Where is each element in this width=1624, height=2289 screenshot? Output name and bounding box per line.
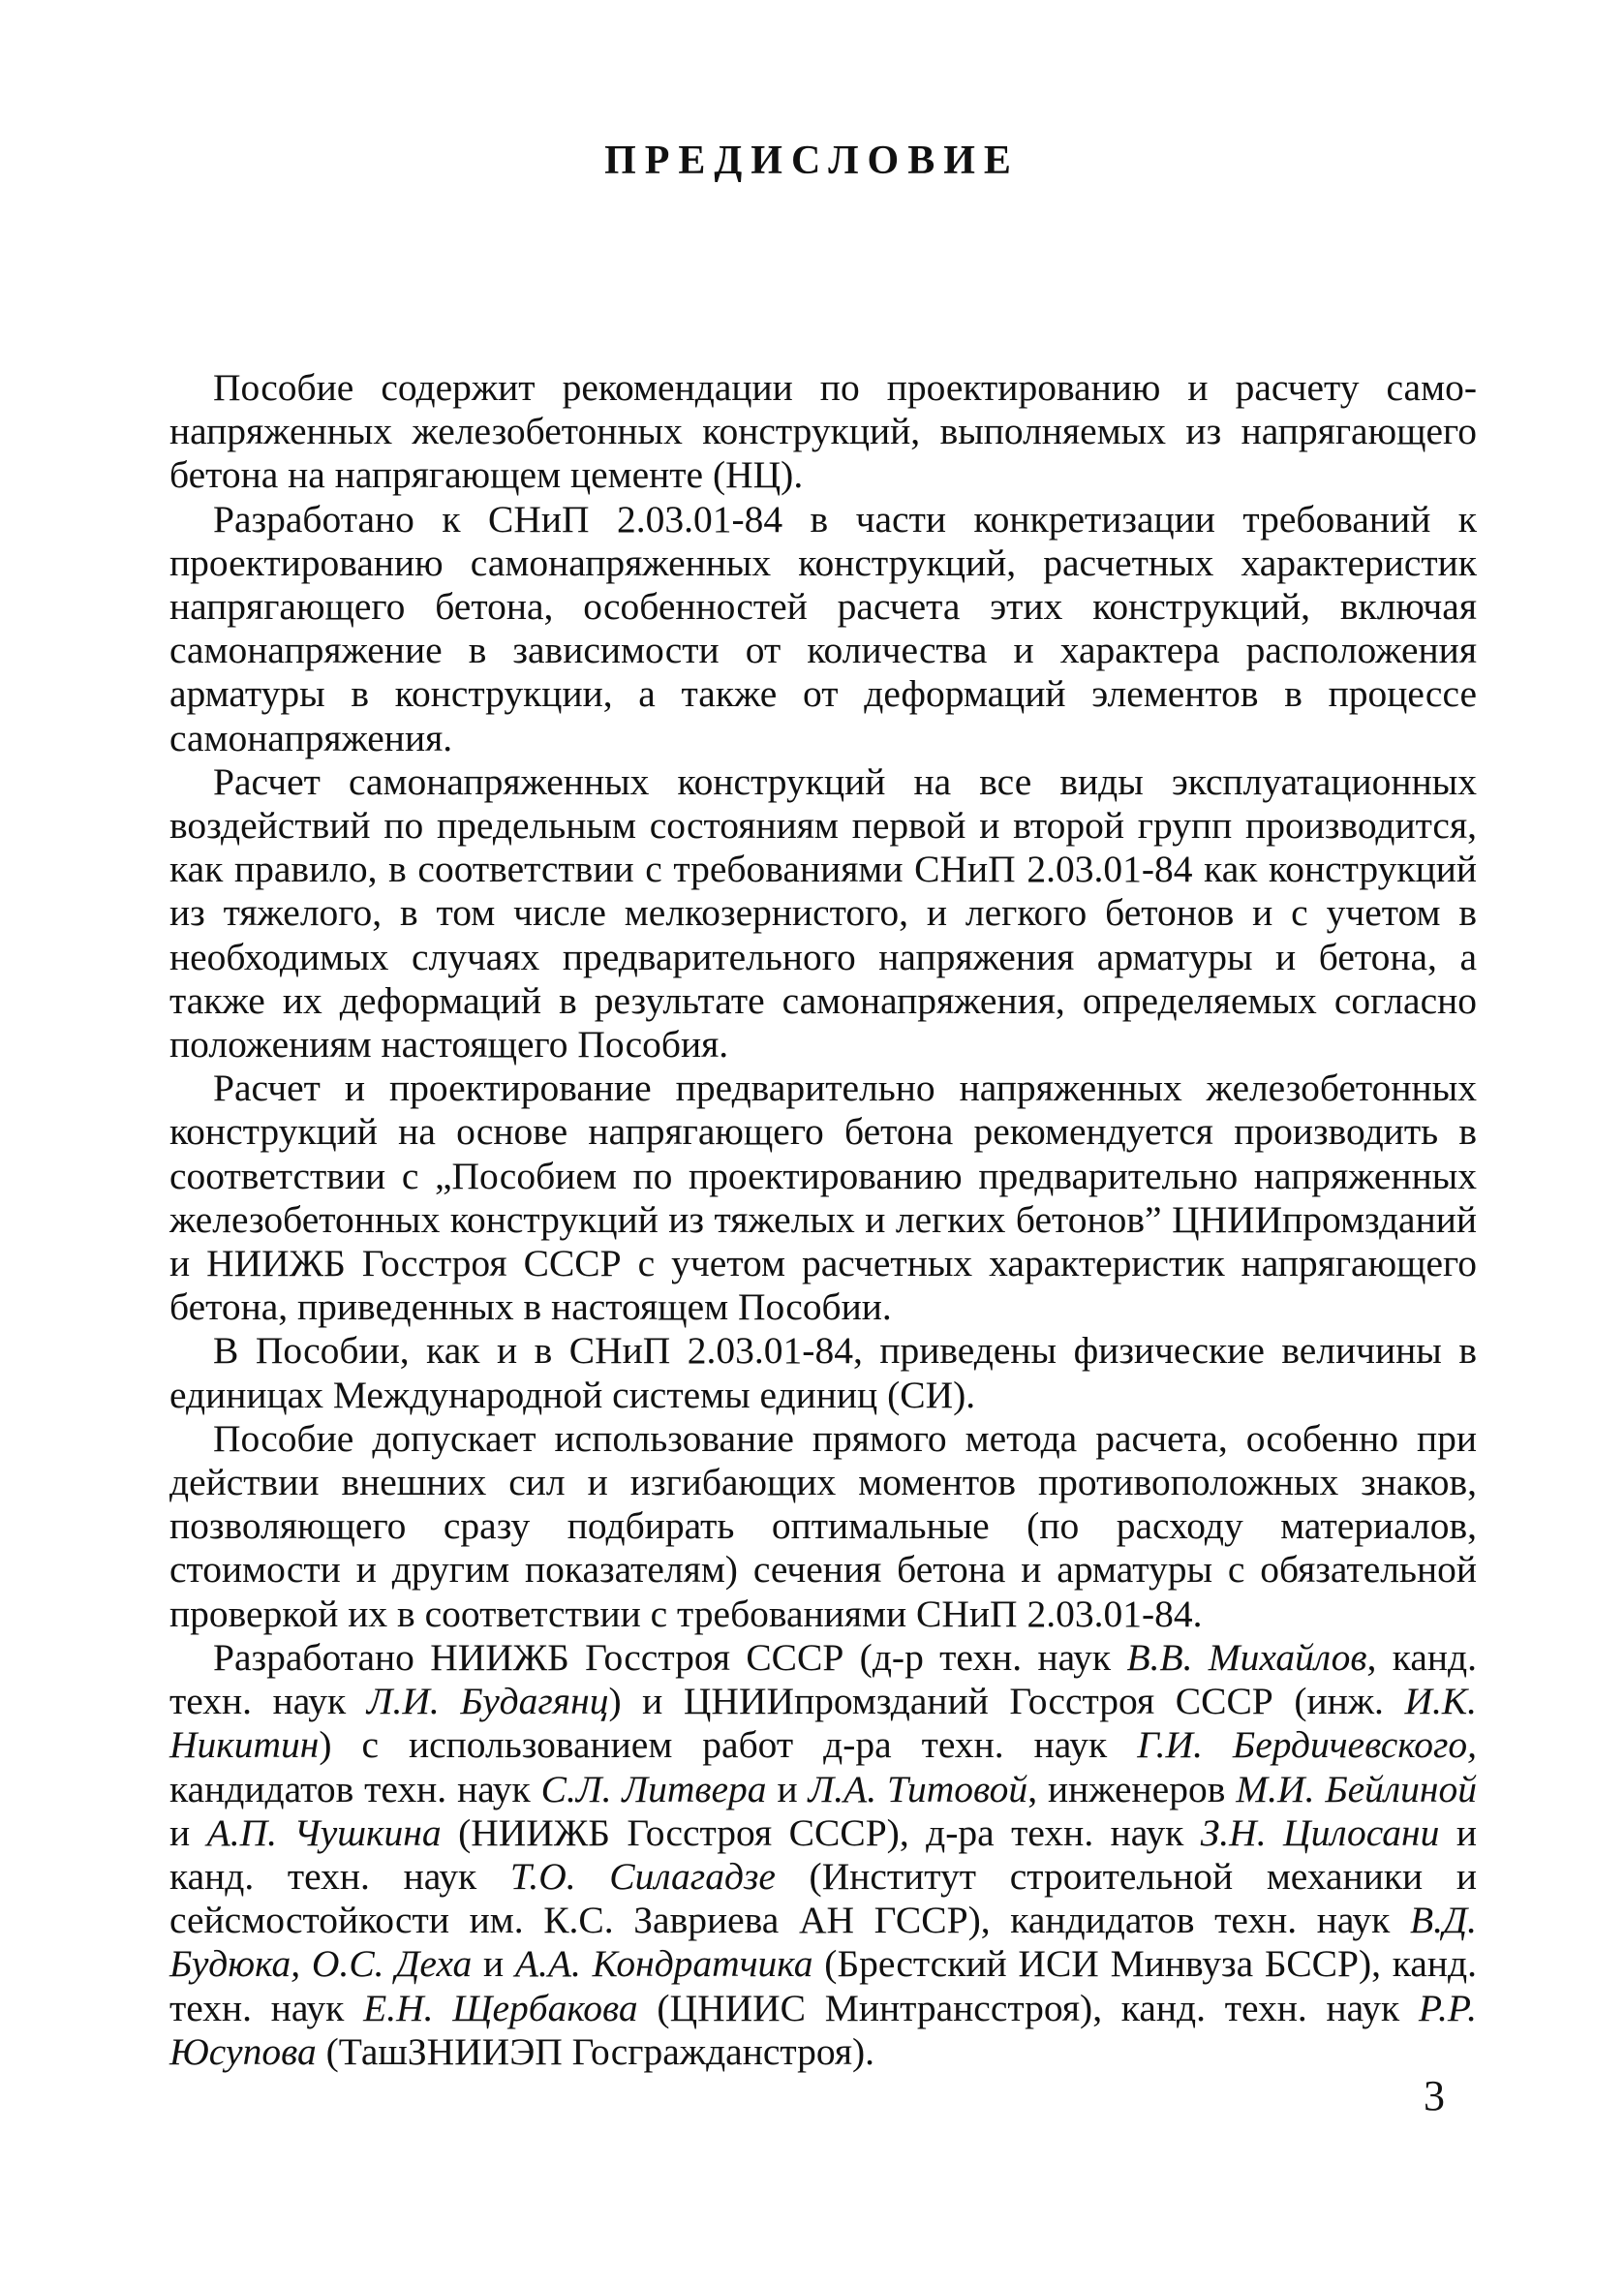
author-name: М.И. Бейлиной (1236, 1767, 1477, 1810)
author-name: З.Н. Цилосани (1200, 1810, 1440, 1854)
author-name: А.П. Чушкина (206, 1810, 442, 1854)
author-name: Л.А. Титовой (808, 1767, 1028, 1810)
paragraph-calculation: Расчет самонапряженных конструкций на все виды эксплуатационных воздействий по предельным состояниям первой и второй групп производится, как правило, в соответствии с требованиями СНиП 2.03.01-84 как конструкций из тяжелого, в том числе мелкозернистого, и легкого бетонов и с учетом в необходимых случаях предварительного напряжения арматуры и бетона, а также их деформаций в результате самонапряжения, определяемых согласно положениям настоящего Пособия. (169, 759, 1477, 1067)
credits-text: канд. техн. наук (169, 1635, 1477, 1723)
author-name: В.В. Михайлов, (1126, 1635, 1377, 1679)
credits-text: (НИИЖБ Госстроя СССР), д-ра техн. наук (441, 1810, 1201, 1854)
paragraph-direct-method: Пособие допускает использование прямого метода расчета, особенно при действии внешних сил и изгибающих моментов противоположных знаков, позволяющего сразу подбирать оптимальные (по расходу материалов, стоимости и другим показателям) сечения бетона и арматуры с обязательной проверкой их в соответствии с требованиями СНиП 2.03.01-84. (169, 1416, 1477, 1635)
credits-text: Разработано НИИЖБ Госстроя СССР (д-р техн. наук (213, 1635, 1127, 1679)
credits-text: (ТашЗНИИЭП Госгражданстроя). (316, 2029, 875, 2073)
credits-text: ) с использованием работ д-ра техн. наук (319, 1723, 1138, 1767)
page-number: 3 (1424, 2072, 1445, 2119)
credits-text: и (472, 1942, 515, 1986)
credits-text: (ЦНИИС Минтрансстроя), канд. техн. наук (637, 1986, 1419, 2029)
paragraph-prestressed-design: Расчет и проектирование предварительно напряженных железобетонных конструкций на основе напрягающего бетона рекомендуется производить в соответствии с „Пособием по проектированию предварительно напряженных железобетонных конструкций из тяжелых и легких бетонов” ЦНИИпромзданий и НИИЖБ Госстроя СССР с учетом расчетных характеристик напрягающего бетона, приведенных в настоящем Пособии. (169, 1067, 1477, 1329)
credits-text: кандидатов техн. наук (169, 1767, 541, 1810)
credits-text: (Институт строительной механики и сейсмостойкости им. К.С. Завриева АН ГССР), кандидатов техн. наук (169, 1854, 1477, 1942)
paragraph-developed-for: Разработано к СНиП 2.03.01-84 в части конкретизации требований к проектированию самонапряженных конструкций, расчетных характеристик напрягающего бетона, особенностей расчета этих конструкций, включая самонапряжение в зависимости от количества и характера расположения арматуры в конструкции, а также от деформаций элементов в процессе самонапряжения. (169, 497, 1477, 759)
author-name: Т.О. Силагадзе (509, 1854, 776, 1898)
paragraph-credits (169, 1636, 1477, 2074)
author-name: С.Л. Литвера (540, 1767, 767, 1810)
author-name: Е.Н. Щербакова (363, 1986, 638, 2029)
author-name: А.А. Кондратчика (514, 1942, 813, 1986)
author-name: И.К. Никитин (169, 1680, 1478, 1767)
credits-text: , инженеров (1027, 1767, 1237, 1810)
credits-text: ) и ЦНИИпромзданий Госстроя СССР (инж. (608, 1680, 1405, 1723)
author-name: Л.И. Будагянц (366, 1680, 609, 1723)
page-title: ПРЕДИСЛОВИЕ (604, 139, 1020, 183)
credits-text: и (766, 1767, 809, 1810)
author-name: Р.Р. Юсупова (169, 1986, 1477, 2073)
paragraph-scope: Пособие содержит рекомендации по проектированию и расчету самонапряженных железобетонных конструкций, выполняемых из напрягающего бетона на напрягающем цементе (НЦ). (169, 366, 1477, 497)
paragraph-si-units: В Пособии, как и в СНиП 2.03.01-84, приведены физические величины в единицах Международной системы единиц (СИ). (169, 1329, 1477, 1416)
author-name: Г.И. Бердичевского, (1137, 1723, 1478, 1767)
preface-body (169, 366, 1477, 2074)
credits-text: (Брестский ИСИ Минвуза БССР), канд. техн. наук (169, 1942, 1477, 2029)
credits-text: и канд. техн. наук (169, 1810, 1477, 1898)
credits-text: и (169, 1810, 207, 1854)
author-name: В.Д. Будюка, О.С. Деха (169, 1899, 1477, 1986)
